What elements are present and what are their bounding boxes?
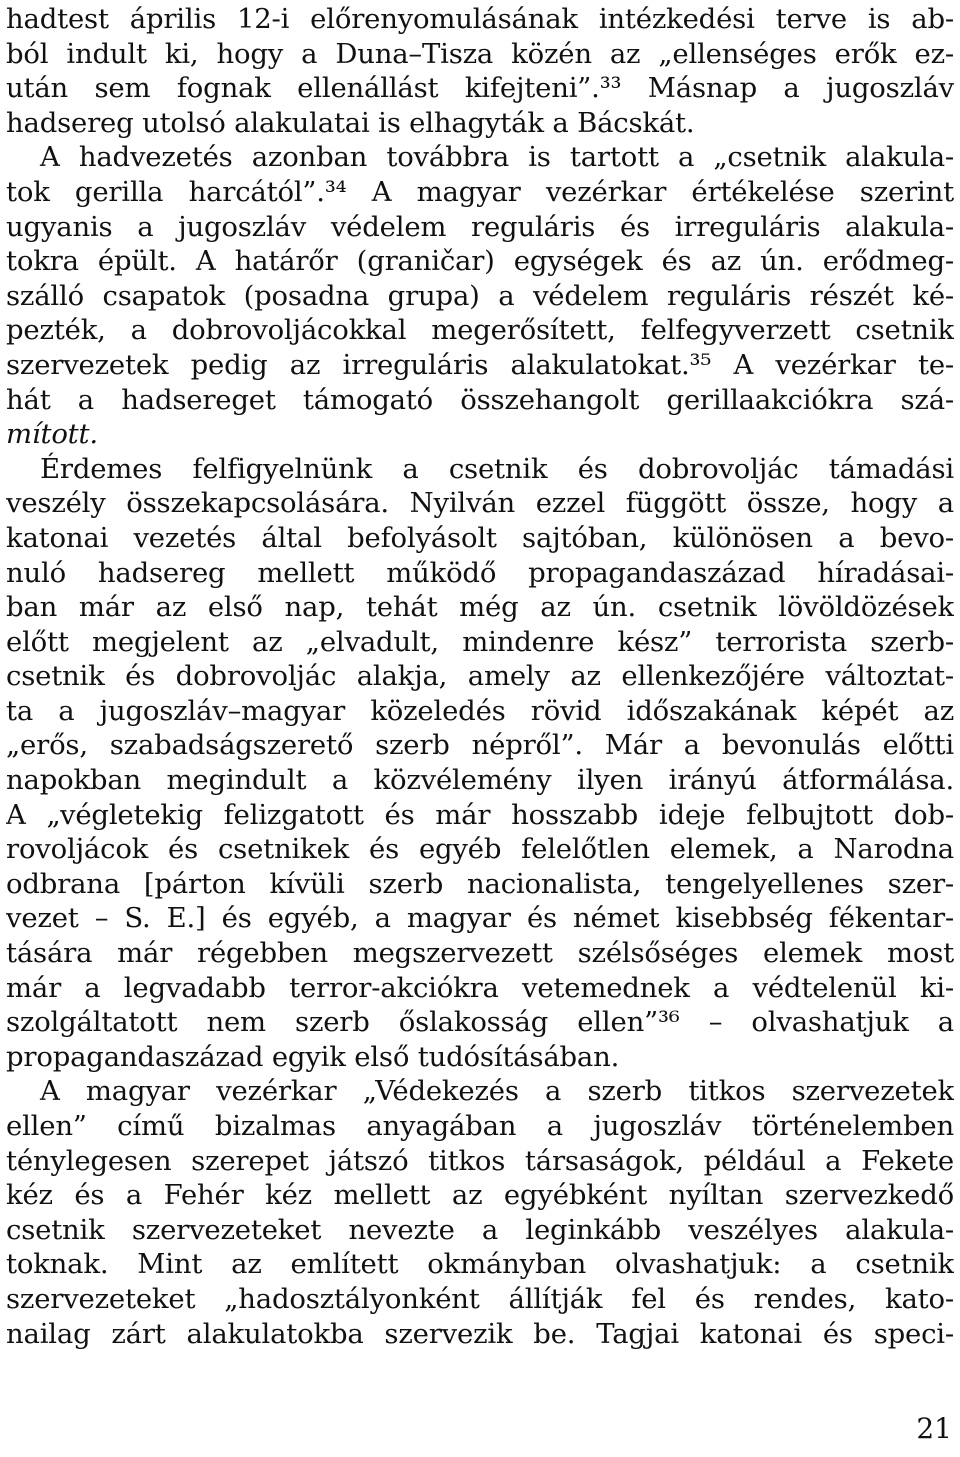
text-line: ténylegesen szerepet játszó titkos társaságok, például a Fekete bbox=[6, 1144, 954, 1177]
text-line: A hadvezetés azonban továbbra is tartott a „csetnik alakula- bbox=[40, 141, 954, 174]
text-line: veszély összekapcsolására. Nyilván ezzel függött össze, hogy a bbox=[6, 487, 954, 520]
text-line: szolgáltatott nem szerb őslakosság ellen”³⁶ – olvashatjuk a bbox=[6, 1006, 954, 1039]
text-line: A „végletekig felizgatott és már hosszabb ideje felbujtott dob- bbox=[6, 798, 954, 831]
text-line: „erős, szabadságszerető szerb népről”. Már a bevonulás előtti bbox=[6, 729, 954, 762]
text-line: A magyar vezérkar „Védekezés a szerb titkos szervezetek bbox=[40, 1075, 954, 1108]
text-line: pezték, a dobrovoljácokkal megerősített, felfegyverzett csetnik bbox=[6, 314, 954, 347]
text-line: ból indult ki, hogy a Duna–Tisza közén az „ellenséges erők ez- bbox=[6, 37, 954, 70]
text-line: tok gerilla harcától”.³⁴ A magyar vezérkar értékelése szerint bbox=[6, 175, 954, 208]
text-line: hát a hadsereget támogató összehangolt gerillaakciókra szá- bbox=[6, 383, 954, 416]
text-line: vezet – S. E.] és egyéb, a magyar és német kisebbség fékentar- bbox=[6, 902, 954, 935]
text-line: Érdemes felfigyelnünk a csetnik és dobrovoljác támadási bbox=[40, 452, 954, 485]
text-line: kéz és a Fehér kéz mellett az egyébként nyíltan szervezkedő bbox=[6, 1179, 954, 1212]
text-line: toknak. Mint az említett okmányban olvashatjuk: a csetnik bbox=[6, 1248, 954, 1281]
page-number: 21 bbox=[916, 1412, 952, 1445]
text-line: ugyanis a jugoszláv védelem reguláris és irreguláris alakula- bbox=[6, 210, 954, 243]
text-line: szálló csapatok (posadna grupa) a védelem reguláris részét ké- bbox=[6, 279, 954, 312]
text-line: tására már régebben megszervezett szélsőséges elemek most bbox=[6, 937, 954, 970]
text-line: odbrana [párton kívüli szerb nacionalista, tengelyellenes szer- bbox=[6, 867, 954, 900]
text-line: hadtest április 12-i előrenyomulásának intézkedési terve is ab- bbox=[6, 3, 954, 35]
text-line: szervezeteket „hadosztályonként állítják fel és rendes, kato- bbox=[6, 1282, 954, 1315]
text-line: hadsereg utolsó alakulatai is elhagyták a Bácskát. bbox=[6, 106, 695, 139]
text-line: után sem fognak ellenállást kifejteni”.³³ Másnap a jugoszláv bbox=[6, 72, 954, 105]
text-line: szervezetek pedig az irreguláris alakulatokat.³⁵ A vezérkar te- bbox=[6, 348, 954, 381]
text-line: ta a jugoszláv–magyar közeledés rövid időszakának képét az bbox=[6, 694, 954, 727]
text-line: nailag zárt alakulatokba szervezik be. Tagjai katonai és speci- bbox=[6, 1317, 954, 1350]
text-line: rovoljácok és csetnikek és egyéb felelőtlen elemek, a Narodna bbox=[6, 833, 954, 866]
text-line: propagandaszázad egyik első tudósításában. bbox=[6, 1040, 620, 1073]
body-text bbox=[6, 2, 954, 1351]
text-line: csetnik és dobrovoljác alakja, amely az ellenkezőjére változtat- bbox=[6, 660, 954, 693]
text-line: napokban megindult a közvélemény ilyen irányú átformálása. bbox=[6, 764, 954, 797]
text-line: tokra épült. A határőr (graničar) egységek és az ún. erődmeg- bbox=[6, 245, 954, 278]
text-line: mított. bbox=[6, 418, 98, 451]
text-line: ban már az első nap, tehát még az ún. csetnik lövöldözések bbox=[6, 591, 954, 624]
text-line: katonai vezetés által befolyásolt sajtóban, különösen a bevo- bbox=[6, 521, 954, 554]
text-line: már a legvadabb terror-akciókra vetemednek a védtelenül ki- bbox=[6, 971, 954, 1004]
text-line: nuló hadsereg mellett működő propagandaszázad híradásai- bbox=[6, 556, 954, 589]
text-line: csetnik szervezeteket nevezte a leginkább veszélyes alakula- bbox=[6, 1213, 954, 1246]
text-line: ellen” című bizalmas anyagában a jugoszláv történelemben bbox=[6, 1110, 954, 1142]
text-line: előtt megjelent az „elvadult, mindenre kész” terrorista szerb- bbox=[6, 625, 954, 658]
